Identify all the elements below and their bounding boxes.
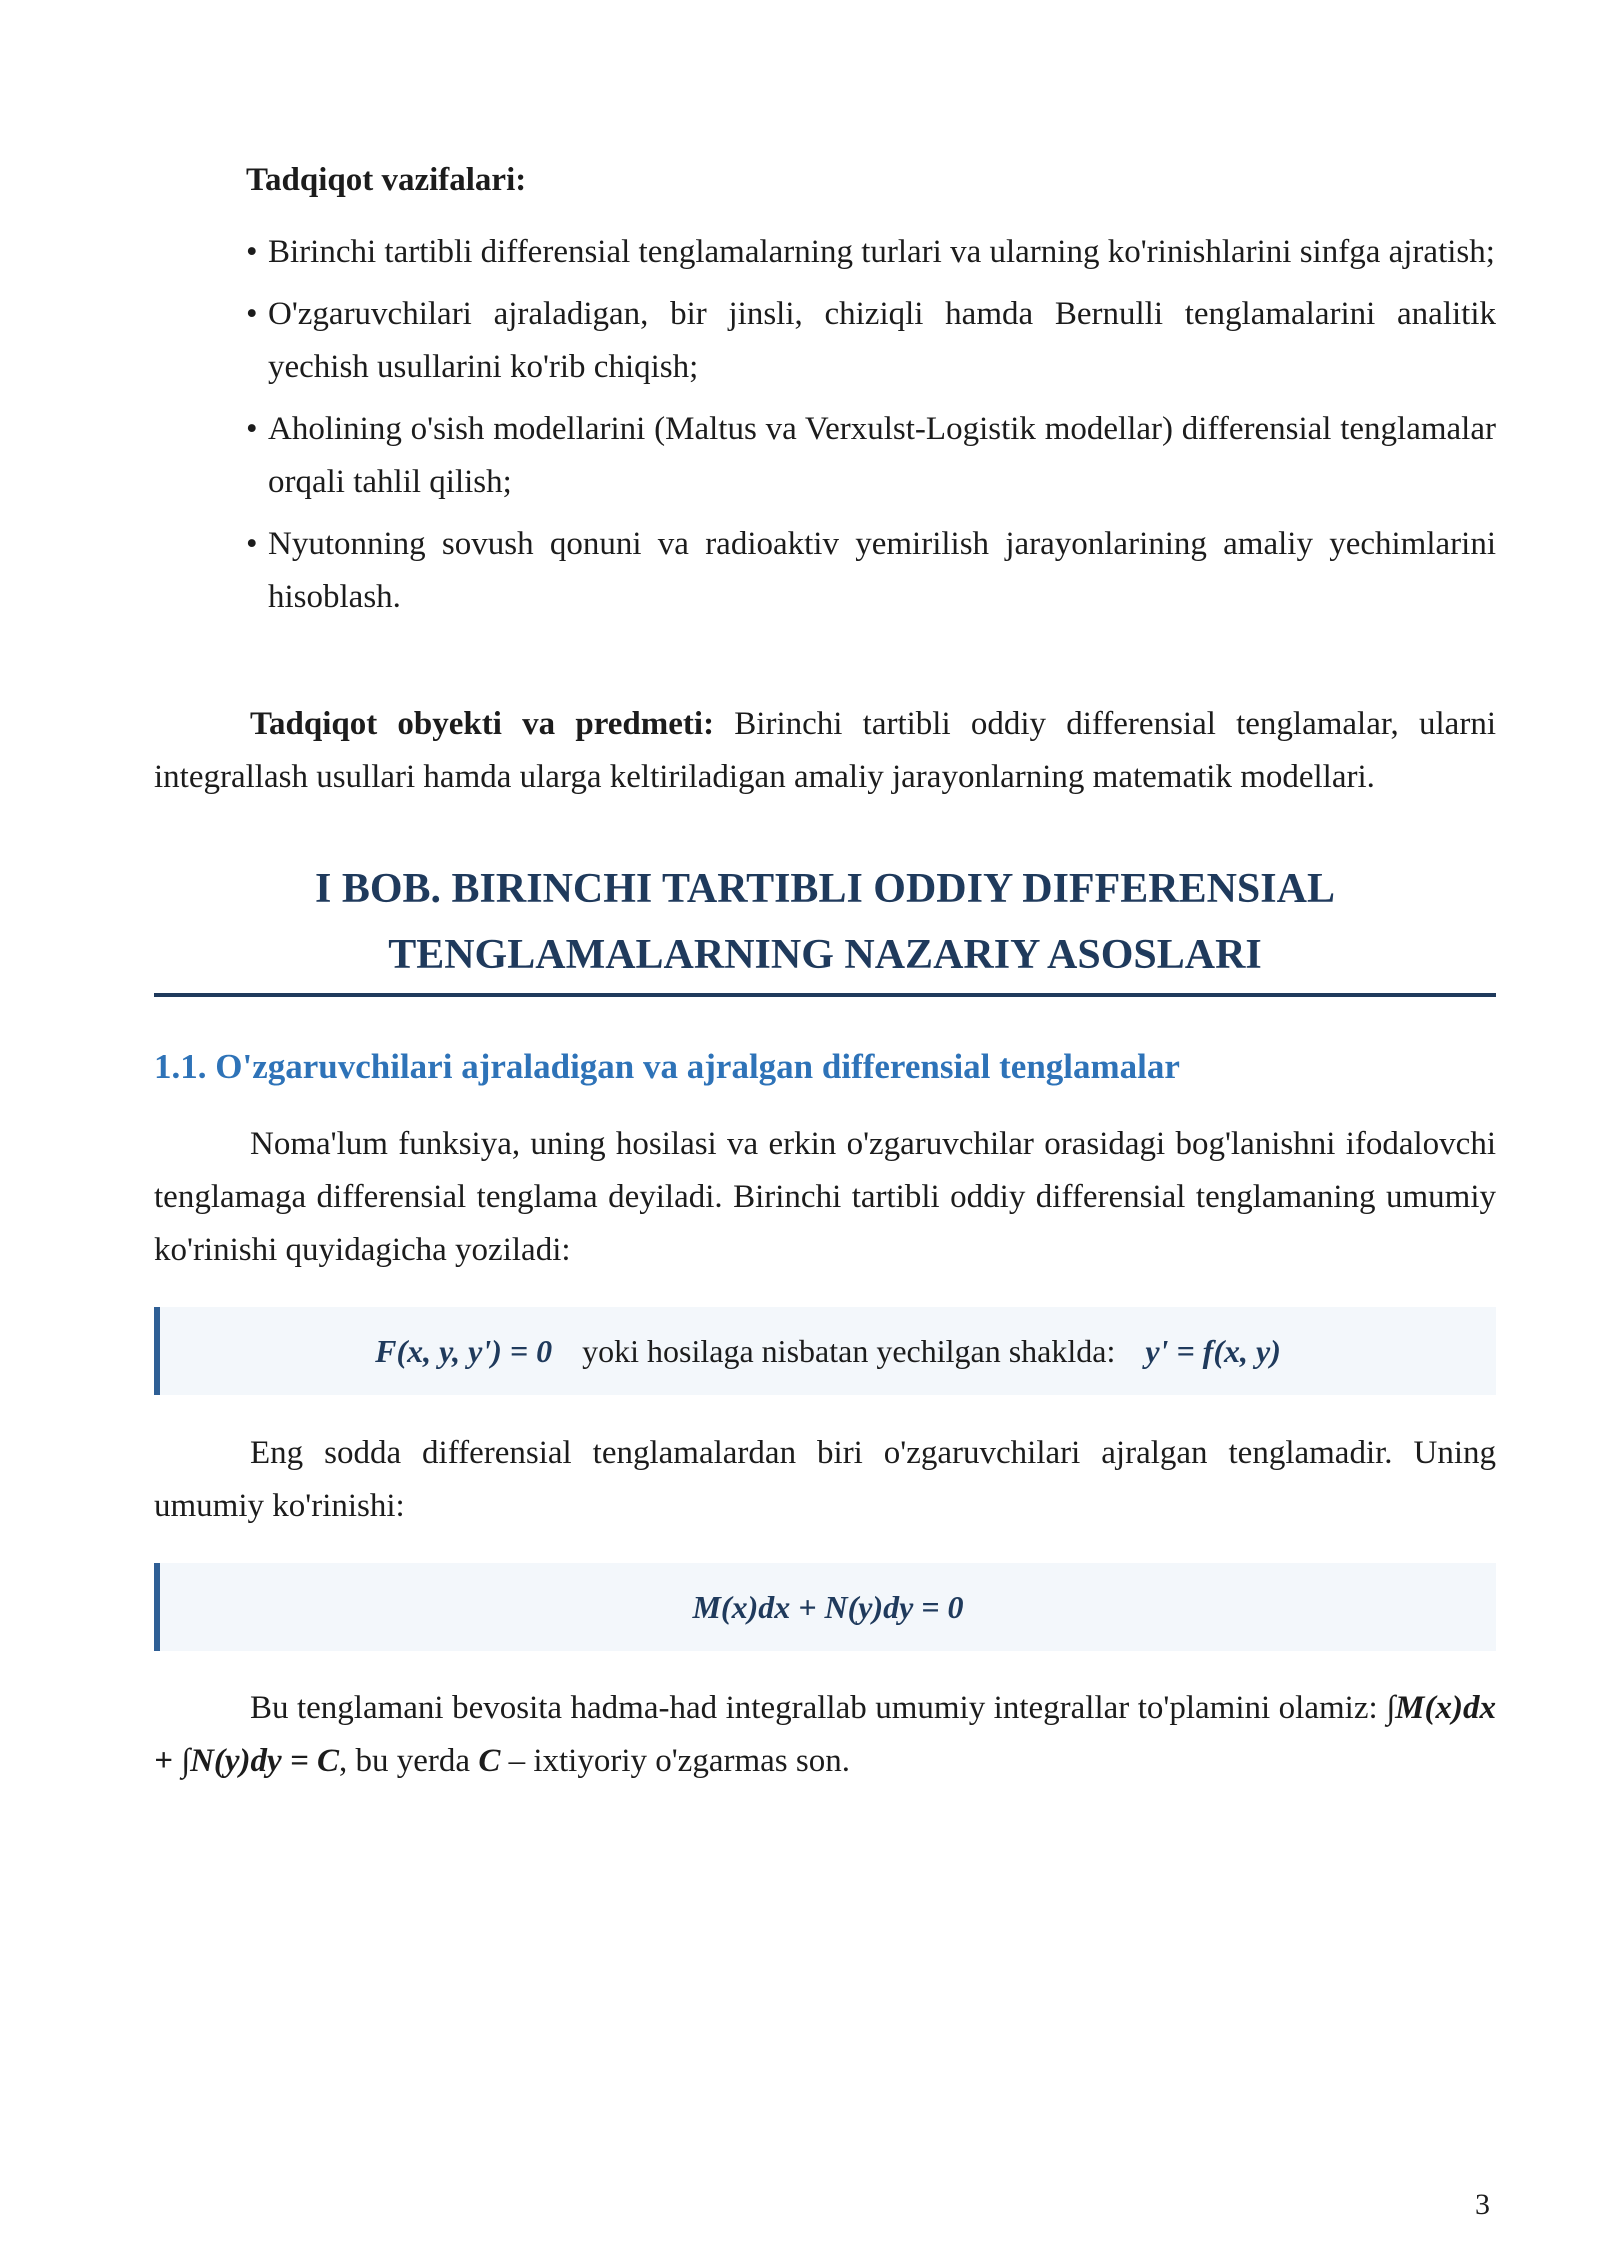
bullet-icon: •	[246, 296, 258, 332]
chapter-divider	[154, 993, 1496, 997]
section-title: 1.1. O'zgaruvchilari ajraladigan va ajralgan differensial tenglamalar	[154, 1047, 1180, 1086]
formula-connector: yoki hosilaga nisbatan yechilgan shaklda:	[582, 1332, 1116, 1369]
bullet-icon: •	[246, 234, 258, 270]
bullet-icon: •	[246, 526, 258, 562]
constant-c: C	[478, 1743, 501, 1779]
list-item	[246, 518, 1496, 624]
object-label: Tadqiqot obyekti va predmeti:	[250, 706, 715, 742]
object-paragraph	[154, 698, 1496, 804]
integrate-prefix: Bu tenglamani bevosita hadma-had integrallab umumiy integrallar to'plamini olamiz:	[250, 1690, 1387, 1726]
formula-implicit: F(x, y, y') = 0	[375, 1332, 553, 1369]
formula-box-general	[154, 1307, 1496, 1395]
list-item-text: O'zgaruvchilari ajraladigan, bir jinsli, chiziqli hamda Bernulli tenglamalarini analitik yechish usullarini ko'rib chiqish;	[268, 296, 1496, 385]
chapter-title-line-1: I BOB. BIRINCHI TARTIBLI ODDIY DIFFERENSIAL	[315, 866, 1335, 912]
integral-formula: ∫M(x)dx + ∫N(y)dy = C	[154, 1690, 1496, 1779]
tasks-list	[246, 226, 1496, 633]
formula-explicit: y' = f(x, y)	[1145, 1332, 1281, 1369]
integrate-suffix: – ixtiyoriy o'zgarmas son.	[500, 1743, 850, 1779]
integrate-paragraph	[154, 1682, 1496, 1788]
integrate-mid: , bu yerda	[339, 1743, 479, 1779]
chapter-title	[154, 856, 1496, 988]
formula-box-separated	[154, 1563, 1496, 1651]
tasks-heading: Tadqiqot vazifalari:	[246, 162, 527, 198]
list-item	[246, 403, 1496, 509]
page-number: 3	[1475, 2188, 1490, 2221]
list-item-text: Nyutonning sovush qonuni va radioaktiv yemirilish jarayonlarining amaliy yechimlarini hisoblash.	[268, 526, 1496, 615]
list-item	[246, 226, 1496, 279]
list-item	[246, 288, 1496, 394]
chapter-title-line-2: TENGLAMALARNING NAZARIY ASOSLARI	[388, 932, 1262, 978]
intro-paragraph: Noma'lum funksiya, uning hosilasi va erkin o'zgaruvchilar orasidagi bog'lanishni ifodalovchi tenglamaga differensial tenglama deyiladi. Birinchi tartibli oddiy differensial tenglamaning umumiy ko'rinishi quyidagicha yoziladi:	[154, 1126, 1496, 1268]
object-text: Birinchi tartibli oddiy differensial tenglamalar, ularni integrallash usullari hamda ularga keltiriladigan amaliy jarayonlarning matematik modellari.	[154, 706, 1496, 795]
list-item-text: Aholining o'sish modellarini (Maltus va Verxulst-Logistik modellar) differensial tenglamalar orqali tahlil qilish;	[268, 411, 1496, 500]
bullet-icon: •	[246, 411, 258, 447]
formula-separated: M(x)dx + N(y)dy = 0	[692, 1588, 964, 1625]
simplest-paragraph: Eng sodda differensial tenglamalardan biri o'zgaruvchilari ajralgan tenglamadir. Uning umumiy ko'rinishi:	[154, 1435, 1496, 1524]
list-item-text: Birinchi tartibli differensial tenglamalarning turlari va ularning ko'rinishlarini sinfga ajratish;	[268, 234, 1495, 270]
